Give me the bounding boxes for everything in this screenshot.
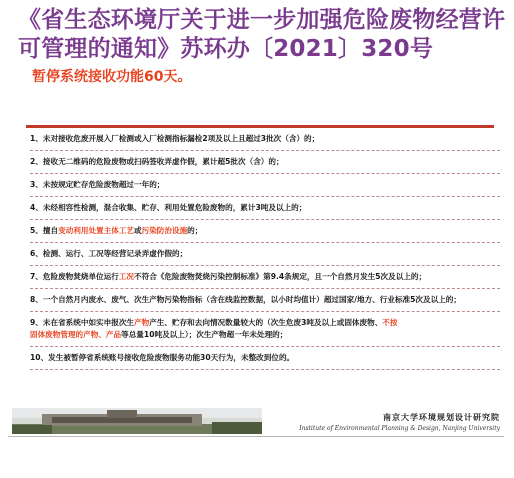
dashed-separator	[30, 265, 500, 266]
highlighted-text: 工况	[118, 272, 135, 281]
item-text: 等总量10吨及以上）；次生产物超一年未处理的；	[121, 330, 288, 339]
dashed-separator	[30, 288, 500, 289]
item-text: 10、发生被暂停省系统账号接收危险废物服务功能30天行为，未整改到位的。	[30, 353, 295, 362]
highlighted-text: 污染防治设施	[141, 226, 188, 235]
dashed-separator	[30, 150, 500, 151]
list-item	[30, 179, 500, 191]
item-text: 2、接收无二维码的危险废物或扫码签收弄虚作假，累计超5批次（含）的；	[30, 157, 284, 166]
item-text: 3、未按规定贮存危险废物超过一年的；	[30, 180, 165, 189]
item-text: 6、检测、运行、工况等经营记录弄虚作假的；	[30, 249, 188, 258]
list-item	[30, 225, 500, 237]
document-title: 《省生态环境厅关于进一步加强危险废物经营许可管理的通知》苏环办〔2021〕320号	[18, 7, 506, 62]
item-text: 或	[134, 226, 142, 235]
item-list	[30, 133, 500, 375]
dashed-separator	[30, 311, 500, 312]
item-text: 产生、贮存和去向情况数量较大的（次生危废3吨及以上或固体废物、	[149, 318, 383, 327]
item-text: 1、未对接收危废开展入厂检测或入厂检测指标漏检2项及以上且超过3批次（含）的；	[30, 134, 320, 143]
list-item	[30, 317, 500, 329]
highlighted-text: 变动利用处置主体工艺	[58, 226, 135, 235]
list-item	[30, 329, 500, 341]
item-text: 7、危险废物焚烧单位运行	[30, 272, 119, 281]
highlighted-text: 固体废物管理的产物、产品	[30, 330, 122, 339]
dashed-separator	[30, 196, 500, 197]
item-text: 9、未在省系统中如实申报次生	[30, 318, 135, 327]
item-text: 4、未经相容性检测，混合收集、贮存、利用处置危险废物的，累计3吨及以上的；	[30, 203, 307, 212]
list-item	[30, 352, 500, 364]
institution-name-en: Institute of Environmental Planning & Design, Nanjing University	[299, 425, 500, 432]
footer-divider	[8, 436, 504, 437]
list-item	[30, 156, 500, 168]
list-item	[30, 271, 500, 283]
list-item	[30, 294, 500, 306]
list-item	[30, 202, 500, 214]
footer-institution	[299, 412, 500, 432]
item-text: 5、擅自	[30, 226, 59, 235]
divider	[26, 125, 494, 128]
list-item	[30, 133, 500, 145]
item-text: 不符合《危险废物焚烧污染控制标准》第9.4条规定，且一个自然月发生5次及以上的；	[134, 272, 427, 281]
document-subtitle: 暂停系统接收功能60天。	[32, 69, 192, 85]
dashed-separator	[30, 173, 500, 174]
item-text: 8、一个自然月内废水、废气、次生产物污染物指标（含在线监控数据，以小时均值计）超过国家/地方、行业标准5次及以上的；	[30, 295, 461, 304]
institution-name-cn: 南京大学环境规划设计研究院	[383, 413, 500, 422]
highlighted-text: 不按	[382, 318, 398, 327]
dashed-separator	[30, 242, 500, 243]
dashed-separator	[30, 346, 500, 347]
list-item	[30, 248, 500, 260]
dashed-separator	[30, 369, 500, 370]
dashed-separator	[30, 219, 500, 220]
campus-photo	[12, 408, 262, 434]
item-text: 的；	[187, 226, 203, 235]
campus-building-image	[12, 408, 262, 434]
highlighted-text: 产物	[134, 318, 150, 327]
